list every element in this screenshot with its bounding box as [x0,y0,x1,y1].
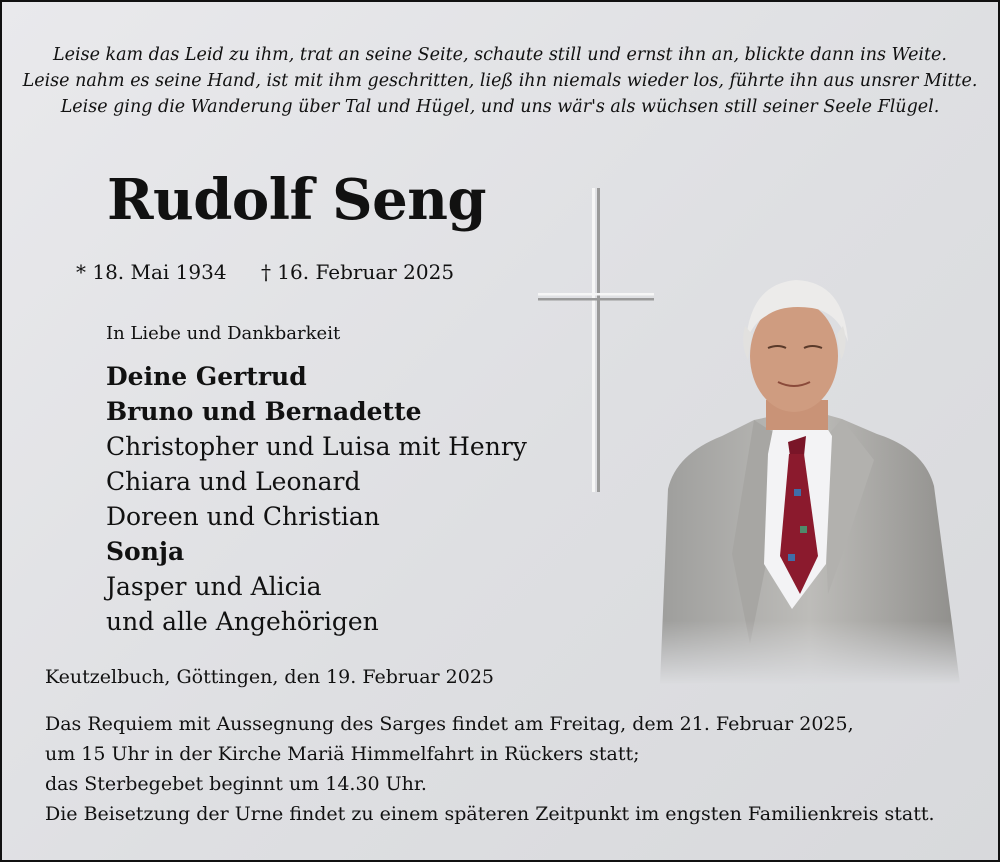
life-dates [76,260,454,284]
mourner-name: Jasper und Alicia [106,572,322,601]
service-line: um 15 Uhr in der Kirche Mariä Himmelfahrt in Rückers statt; [45,743,640,765]
deceased-name: Rudolf Seng [107,167,487,233]
birth-date: * 18. Mai 1934 [76,260,227,284]
dedication: In Liebe und Dankbarkeit [106,323,341,344]
service-info [45,709,935,829]
poem-line: Leise nahm es seine Hand, ist mit ihm geschritten, ließ ihn niemals wieder los, führte ihn aus unsrer Mitte. [22,71,978,91]
service-line: das Sterbegebet beginnt um 14.30 Uhr. [45,773,427,795]
mourner-name: Doreen und Christian [106,502,380,531]
mourner-name: Christopher und Luisa mit Henry [106,432,527,461]
service-line: Die Beisetzung der Urne findet zu einem späteren Zeitpunkt im engsten Familienkreis statt. [45,803,935,825]
service-line: Das Requiem mit Aussegnung des Sarges findet am Freitag, dem 21. Februar 2025, [45,713,854,735]
portrait-photo [642,264,982,684]
place-and-date: Keutzelbuch, Göttingen, den 19. Februar 2025 [45,666,495,688]
mourner-name: Deine Gertrud [106,362,307,391]
mourner-name: Bruno und Bernadette [106,397,422,426]
poem [2,42,998,120]
mourner-name: und alle Angehörigen [106,607,379,636]
poem-line: Leise kam das Leid zu ihm, trat an seine Seite, schaute still und ernst ihn an, blickte dann ins Weite. [53,45,947,65]
mourners-list [106,359,527,639]
death-date: † 16. Februar 2025 [260,260,455,284]
mourner-name: Chiara und Leonard [106,467,361,496]
mourner-name: Sonja [106,537,185,566]
poem-line: Leise ging die Wanderung über Tal und Hügel, und uns wär's als wüchsen still seiner Seele Flügel. [60,97,940,117]
